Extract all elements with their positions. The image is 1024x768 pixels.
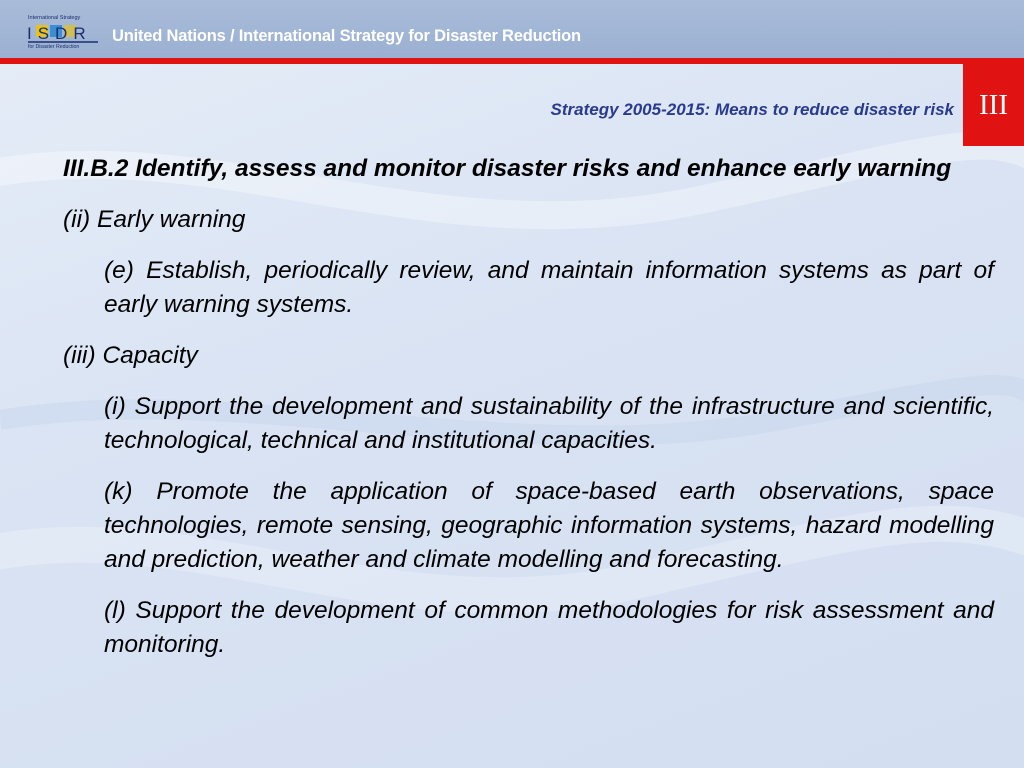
item-k: (k) Promote the application of space-based earth observations, space technologies, remote sensing, geographic information systems, hazard modelling and prediction, weather and climate modelling and forecasting.: [104, 478, 994, 573]
slide-subtitle: Strategy 2005-2015: Means to reduce disaster risk: [550, 100, 954, 119]
item-i: (i) Support the development and sustainability of the infrastructure and scientific, technological, technical and institutional capacities.: [104, 393, 994, 454]
item-e: (e) Establish, periodically review, and maintain information systems as part of early warning systems.: [104, 257, 994, 318]
early-warning-label: (ii) Early warning: [63, 206, 246, 233]
logo-tagline-top: International Strategy: [28, 15, 81, 21]
slide-body: [63, 152, 994, 679]
header-red-rule: [0, 58, 1024, 64]
logo-acronym: ISDR: [27, 24, 92, 43]
isdr-logo: [26, 12, 102, 52]
section-heading: III.B.2 Identify, assess and monitor disaster risks and enhance early warning: [63, 155, 952, 182]
item-l: (l) Support the development of common methodologies for risk assessment and monitoring.: [104, 597, 994, 658]
logo-tagline-bottom: for Disaster Reduction: [28, 44, 80, 50]
section-number: III: [979, 89, 1008, 121]
capacity-label: (iii) Capacity: [63, 342, 198, 369]
header-org-title: United Nations / International Strategy for Disaster Reduction: [112, 27, 581, 45]
